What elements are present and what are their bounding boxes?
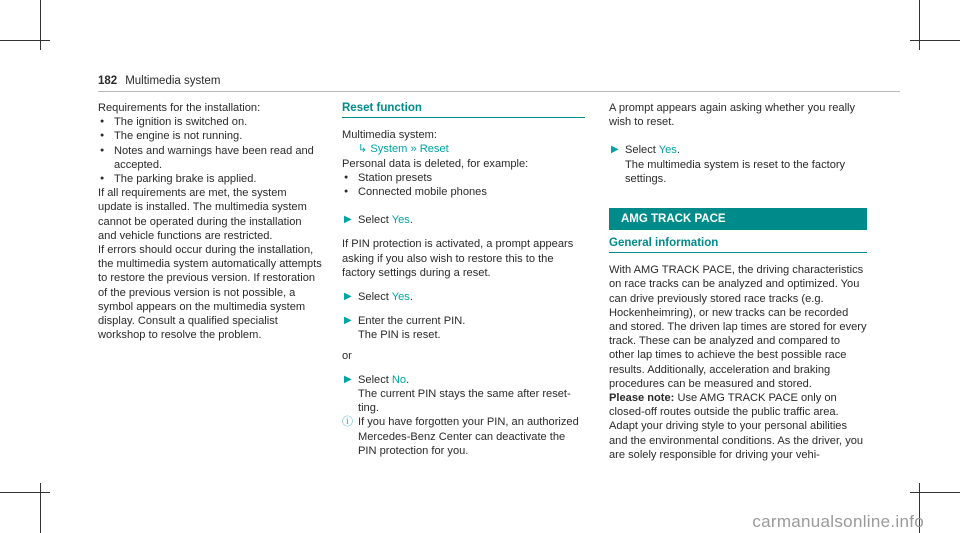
crop-mark bbox=[0, 492, 50, 493]
prompt-paragraph: A prompt appears again asking whether you really wish to reset. bbox=[609, 102, 856, 129]
option-no[interactable]: No bbox=[391, 373, 407, 386]
error-paragraph: If errors should occur during the installation, the multimedia system automatically attempts to restore the previous version. If restoration of the previous version is not possible, a symbol appears on the multimedia system display. Consult a qualified specialist workshop to resolve the problem. bbox=[98, 244, 322, 342]
list-item: ● The ignition is switched on. bbox=[98, 115, 323, 129]
step-select-no: ▶ Select No. The current PIN stays the same after reset-ting. bbox=[344, 373, 571, 415]
crop-mark bbox=[910, 40, 960, 41]
info-icon: ⓘ bbox=[342, 416, 353, 429]
track-pace-paragraph: With AMG TRACK PACE, the driving characteristics on race tracks can be analyzed and optimized. You can drive previously stored race tracks (e.g. Hockenheimring), or new tracks can be recorded and stored. The driven lap times are stored for every track. These can be analyzed and compared to other lap times to achieve the best possible race results. Additionally, acceleration and braking procedures can be measured and stored. bbox=[609, 264, 867, 390]
pin-paragraph: If PIN protection is activated, a prompt appears asking if you also wish to restore this to the factory settings during a reset. bbox=[342, 238, 574, 279]
deleted-list bbox=[342, 171, 585, 199]
option-yes[interactable]: Yes bbox=[391, 214, 410, 227]
requirements-list bbox=[98, 115, 323, 186]
list-item: ● Connected mobile phones bbox=[342, 185, 585, 199]
step-arrow-icon: ▶ bbox=[344, 373, 352, 385]
list-item: ● Station presets bbox=[342, 171, 585, 185]
step-arrow-icon: ▶ bbox=[344, 315, 352, 327]
step-arrow-icon: ▶ bbox=[344, 214, 352, 226]
step-arrow-icon: ▶ bbox=[344, 291, 352, 303]
list-item: ● The engine is not running. bbox=[98, 129, 323, 143]
or-text: or bbox=[342, 349, 352, 362]
list-item: ● Notes and warnings have been read and accepted. bbox=[98, 144, 323, 172]
requirements-intro: Requirements for the installation: bbox=[98, 102, 261, 114]
page-number: 182 bbox=[98, 75, 118, 87]
step-select-yes: ▶ Select Yes. bbox=[344, 291, 413, 304]
crop-mark bbox=[919, 0, 920, 50]
please-note-label: Please note: bbox=[609, 392, 675, 405]
page-header bbox=[98, 74, 900, 90]
path-reset[interactable]: Reset bbox=[419, 143, 449, 156]
step-arrow-icon: ▶ bbox=[611, 144, 619, 156]
step-select-yes: ▶ Select Yes. The multimedia system is reset to the factory settings. bbox=[611, 144, 846, 185]
path-separator-icon: » bbox=[410, 143, 417, 156]
please-note-paragraph: Please note: Use AMG TRACK PACE only on closed-off routes outside the public traffic area. Adapt your driving style to your personal abilities and the environmental conditions. As the driver, you are solely responsible for driving your vehi- bbox=[609, 392, 864, 461]
path-arrow-icon: ↳ bbox=[358, 143, 368, 156]
crop-mark bbox=[910, 492, 960, 493]
header-divider bbox=[98, 91, 900, 92]
install-paragraph: If all requirements are met, the system update is installed. The multimedia system cannot be operated during the installation and vehicle functions are restricted. bbox=[98, 187, 307, 242]
general-information-heading: General information bbox=[609, 236, 867, 253]
watermark: carmanualsonline.info bbox=[752, 511, 924, 531]
option-yes[interactable]: Yes bbox=[391, 291, 410, 304]
path-system[interactable]: System bbox=[370, 143, 408, 156]
step-select-yes: ▶ Select Yes. bbox=[344, 214, 413, 227]
reset-function-heading: Reset function bbox=[342, 101, 585, 118]
deleted-intro: Personal data is deleted, for example: bbox=[342, 157, 529, 170]
column-right bbox=[609, 101, 867, 462]
crop-mark bbox=[40, 483, 41, 533]
option-yes[interactable]: Yes bbox=[658, 144, 677, 157]
crop-mark bbox=[0, 40, 50, 41]
section-band-amg-track-pace: AMG TRACK PACE bbox=[609, 208, 867, 230]
crop-mark bbox=[40, 0, 41, 50]
menu-path-label: Multimedia system: bbox=[342, 129, 437, 142]
page-title: Multimedia system bbox=[125, 75, 221, 87]
menu-path bbox=[342, 142, 585, 156]
pin-note: ⓘ If you have forgotten your PIN, an authorized Mercedes-Benz Center can deactivate the PIN protection for you. bbox=[342, 416, 579, 457]
column-middle bbox=[342, 101, 585, 458]
step-enter-pin: ▶ Enter the current PIN. The PIN is reset. bbox=[344, 315, 466, 342]
list-item: ● The parking brake is applied. bbox=[98, 172, 323, 186]
column-left bbox=[98, 101, 323, 342]
